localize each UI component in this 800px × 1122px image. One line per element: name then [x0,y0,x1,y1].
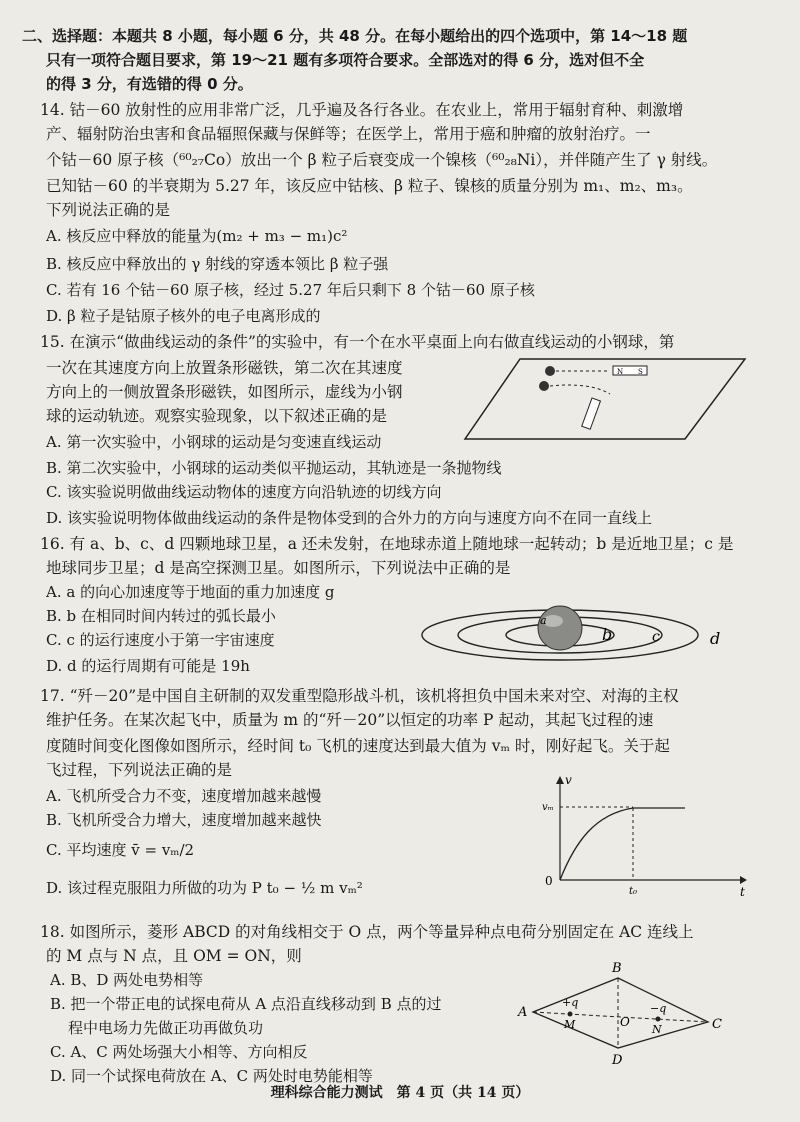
q18-stem-1: 18. 如图所示，菱形 ABCD 的对角线相交于 O 点，两个等量异种点电荷分别固定在 AC 连线上 [40,923,694,941]
origin-label: 0 [545,874,553,888]
v-axis-label: v [565,773,572,787]
bar-magnet-angled [582,398,601,429]
vm-label: vₘ [542,802,554,813]
velocity-curve [560,808,685,880]
q14-stem-2: 产、辐射防治虫害和食品辐照保藏与保鲜等；在医学上，常用于癌和肿瘤的放射治疗。一 [46,125,651,143]
label-C: C [712,1017,722,1032]
q18-option-d: D. 同一个试探电荷放在 A、C 两处时电势能相等 [50,1067,373,1085]
q14-stem-4: 已知钴－60 的半衰期为 5.27 年，该反应中钴核、β 粒子、镍核的质量分别为 m₁、m₂、m₃。 [46,177,693,195]
q18-rhombus-figure [508,958,728,1068]
label-plus-q: +q [562,996,579,1009]
label-B: B [612,961,622,976]
q14-option-d: D. β 粒子是钴原子核外的电子电离形成的 [46,307,321,325]
q14-option-b: B. 核反应中释放出的 γ 射线的穿透本领比 β 粒子强 [46,255,389,273]
q15-option-d: D. 该实验说明物体做曲线运动的条件是物体受到的合外力的方向与速度方向不在同一直线上 [46,509,653,527]
q16-stem-2: 地球同步卫星；d 是高空探测卫星。如图所示，下列说法中正确的是 [46,559,511,577]
q17-stem-2: 维护任务。在某次起飞中，质量为 m 的“歼－20”以恒定的功率 P 起动，其起飞过程的速 [46,711,654,729]
q15-option-a: A. 第一次实验中，小钢球的运动是匀变速直线运动 [46,433,382,451]
section-header-line-2: 只有一项符合题目要求，第 19～21 题有多项符合要求。全部选对的得 6 分，选对但不全 [46,51,645,69]
rhombus-abcd [533,978,708,1048]
q16-stem-1: 16. 有 a、b、c、d 四颗地球卫星，a 还未发射，在地球赤道上随地球一起转动；b 是近地卫星；c 是 [40,535,734,553]
label-A: A [518,1005,528,1020]
label-O: O [620,1015,630,1029]
q18-option-b: B. 把一个带正电的试探电荷从 A 点沿直线移动到 B 点的过 [50,995,442,1013]
t-axis-label: t [740,885,745,899]
magnet-s-label: S [638,368,643,376]
label-M: M [564,1018,576,1031]
q15-stem-2: 一次在其速度方向上放置条形磁铁，第二次在其速度 [46,359,403,377]
q16-orbit-figure [420,598,740,670]
q16-option-b: B. b 在相同时间内转过的弧长最小 [46,607,276,625]
charge-m [568,1012,573,1017]
q18-option-a: A. B、D 两处电势相等 [50,971,204,989]
q15-option-c: C. 该实验说明做曲线运动物体的速度方向沿轨迹的切线方向 [46,483,442,501]
q14-stem-3: 个钴－60 原子核（⁶⁰₂₇Co）放出一个 β 粒子后衰变成一个镍核（⁶⁰₂₈Ni），并伴随产生了 γ 射线。 [46,151,718,169]
curved-trajectory [550,385,610,394]
q14-stem-1: 14. 钴－60 放射性的应用非常广泛，几乎遍及各行各业。在农业上，常用于辐射育种、刺激增 [40,101,684,119]
q15-stem-1: 15. 在演示“做曲线运动的条件”的实验中，有一个在水平桌面上向右做直线运动的小钢球，第 [40,333,675,351]
magnet-n-label: N [617,368,624,376]
label-c: c [652,629,660,645]
q15-table-figure [460,354,750,444]
v-axis-arrow [556,776,564,784]
q17-option-d: D. 该过程克服阻力所做的功为 P t₀ − ½ m vₘ² [46,879,363,897]
q15-option-b: B. 第二次实验中，小钢球的运动类似平抛运动，其轨迹是一条抛物线 [46,459,502,477]
steel-ball-1 [545,366,555,376]
q16-option-a: A. a 的向心加速度等于地面的重力加速度 g [46,583,335,601]
q15-stem-3: 方向上的一侧放置条形磁铁，如图所示，虚线为小钢 [46,383,403,401]
q16-option-d: D. d 的运行周期有可能是 19h [46,657,250,675]
label-d: d [710,629,721,648]
q17-option-c: C. 平均速度 v̄ = vₘ/2 [46,841,195,859]
q17-option-a: A. 飞机所受合力不变，速度增加越来越慢 [46,787,322,805]
q18-option-c: C. A、C 两处场强大小相等、方向相反 [50,1043,308,1061]
q17-stem-3: 度随时间变化图像如图所示，经时间 t₀ 飞机的速度达到最大值为 vₘ 时，刚好起飞。关于起 [46,737,670,755]
q15-stem-4: 球的运动轨迹。观察实验现象，以下叙述正确的是 [46,407,388,425]
label-minus-q: −q [650,1002,667,1015]
q14-option-c: C. 若有 16 个钴－60 原子核，经过 5.27 年后只剩下 8 个钴－60 原子核 [46,281,535,299]
label-D: D [612,1053,623,1068]
label-b: b [602,625,613,644]
q17-vt-graph [535,772,750,902]
page-footer: 理科综合能力测试 第 4 页（共 14 页） [270,1085,530,1101]
q17-stem-1: 17. “歼－20”是中国自主研制的双发重型隐形战斗机，该机将担负中国未来对空、对海的主权 [40,687,679,705]
q16-option-c: C. c 的运行速度小于第一宇宙速度 [46,631,275,649]
label-a: a [540,614,547,627]
section-header-line-3: 的得 3 分，有选错的得 0 分。 [46,75,253,93]
q17-stem-4: 飞过程，下列说法正确的是 [46,761,233,779]
section-header-line-1: 二、选择题：本题共 8 小题，每小题 6 分，共 48 分。在每小题给出的四个选项中，第 14～18 题 [22,27,688,45]
q17-option-b: B. 飞机所受合力增大，速度增加越来越快 [46,811,322,829]
q14-stem-5: 下列说法正确的是 [46,201,171,219]
earth [538,606,582,650]
label-N: N [652,1023,662,1036]
q18-option-b-cont: 程中电场力先做正功再做负功 [68,1019,264,1037]
t0-label: t₀ [629,886,638,897]
q14-option-a: A. 核反应中释放的能量为(m₂ + m₃ − m₁)c² [46,227,348,245]
charge-n [656,1017,661,1022]
t-axis-arrow [740,876,747,884]
steel-ball-2 [539,381,549,391]
q18-stem-2: 的 M 点与 N 点，且 OM = ON，则 [46,947,302,965]
